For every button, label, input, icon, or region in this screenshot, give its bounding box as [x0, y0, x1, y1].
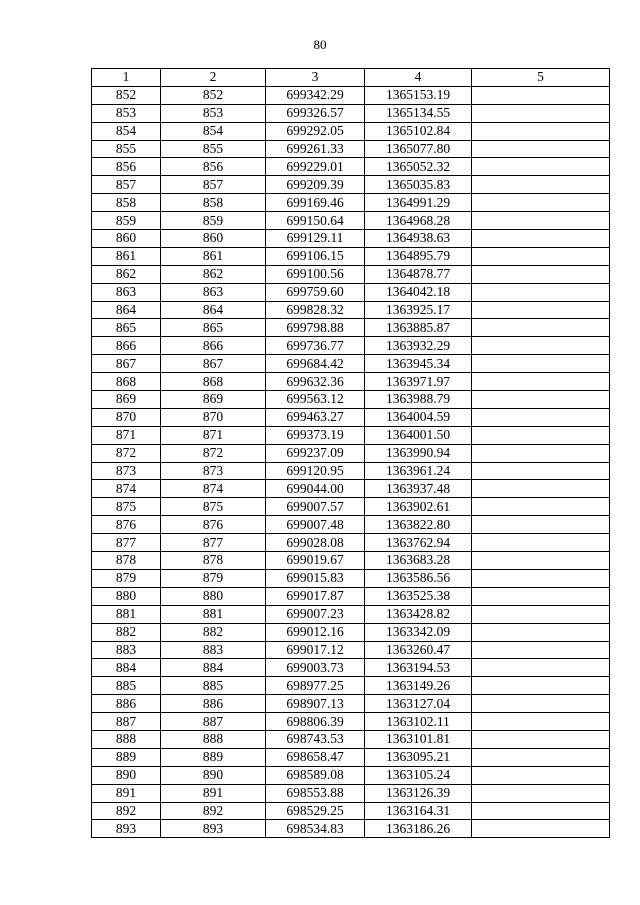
table-row — [92, 104, 610, 122]
table-row — [92, 677, 610, 695]
column-header-2: 2 — [161, 69, 266, 87]
y-coordinate-cell: 1363822.80 — [365, 516, 472, 534]
point-number-cell: 878 — [92, 552, 161, 570]
column-header-3: 3 — [266, 69, 365, 87]
y-coordinate-cell: 1364878.77 — [365, 265, 472, 283]
point-id-cell: 889 — [161, 748, 266, 766]
y-coordinate-cell: 1363988.79 — [365, 391, 472, 409]
note-cell — [472, 677, 610, 695]
x-coordinate-cell: 699828.32 — [266, 301, 365, 319]
table-row — [92, 552, 610, 570]
x-coordinate-cell: 699019.67 — [266, 552, 365, 570]
point-number-cell: 888 — [92, 730, 161, 748]
point-number-cell: 876 — [92, 516, 161, 534]
x-coordinate-cell: 699759.60 — [266, 283, 365, 301]
point-number-cell: 873 — [92, 462, 161, 480]
point-number-cell: 885 — [92, 677, 161, 695]
point-id-cell: 864 — [161, 301, 266, 319]
y-coordinate-cell: 1363762.94 — [365, 534, 472, 552]
y-coordinate-cell: 1363194.53 — [365, 659, 472, 677]
point-number-cell: 891 — [92, 784, 161, 802]
table-row — [92, 212, 610, 230]
y-coordinate-cell: 1363126.39 — [365, 784, 472, 802]
y-coordinate-cell: 1365153.19 — [365, 86, 472, 104]
table-row — [92, 301, 610, 319]
point-id-cell: 893 — [161, 820, 266, 838]
table-row — [92, 659, 610, 677]
point-number-cell: 869 — [92, 391, 161, 409]
point-id-cell: 876 — [161, 516, 266, 534]
point-number-cell: 884 — [92, 659, 161, 677]
table-body — [92, 86, 610, 837]
note-cell — [472, 534, 610, 552]
table-row — [92, 569, 610, 587]
y-coordinate-cell: 1364938.63 — [365, 230, 472, 248]
table-row — [92, 713, 610, 731]
table-row — [92, 265, 610, 283]
x-coordinate-cell: 699120.95 — [266, 462, 365, 480]
point-id-cell: 861 — [161, 247, 266, 265]
note-cell — [472, 605, 610, 623]
note-cell — [472, 140, 610, 158]
table-row — [92, 230, 610, 248]
y-coordinate-cell: 1363683.28 — [365, 552, 472, 570]
x-coordinate-cell: 699632.36 — [266, 373, 365, 391]
table-row — [92, 391, 610, 409]
table-row — [92, 730, 610, 748]
point-number-cell: 855 — [92, 140, 161, 158]
x-coordinate-cell: 699209.39 — [266, 176, 365, 194]
x-coordinate-cell: 699129.11 — [266, 230, 365, 248]
note-cell — [472, 86, 610, 104]
table-row — [92, 283, 610, 301]
x-coordinate-cell: 699012.16 — [266, 623, 365, 641]
note-cell — [472, 176, 610, 194]
point-number-cell: 857 — [92, 176, 161, 194]
y-coordinate-cell: 1363971.97 — [365, 373, 472, 391]
note-cell — [472, 730, 610, 748]
y-coordinate-cell: 1363925.17 — [365, 301, 472, 319]
note-cell — [472, 265, 610, 283]
column-header-4: 4 — [365, 69, 472, 87]
table-row — [92, 158, 610, 176]
y-coordinate-cell: 1364042.18 — [365, 283, 472, 301]
point-number-cell: 861 — [92, 247, 161, 265]
point-id-cell: 885 — [161, 677, 266, 695]
x-coordinate-cell: 699017.12 — [266, 641, 365, 659]
point-number-cell: 863 — [92, 283, 161, 301]
point-number-cell: 887 — [92, 713, 161, 731]
x-coordinate-cell: 698658.47 — [266, 748, 365, 766]
point-id-cell: 869 — [161, 391, 266, 409]
point-number-cell: 867 — [92, 355, 161, 373]
note-cell — [472, 784, 610, 802]
note-cell — [472, 373, 610, 391]
column-header-5: 5 — [472, 69, 610, 87]
point-id-cell: 877 — [161, 534, 266, 552]
x-coordinate-cell: 698534.83 — [266, 820, 365, 838]
table-row — [92, 766, 610, 784]
note-cell — [472, 337, 610, 355]
table-row — [92, 498, 610, 516]
x-coordinate-cell: 699463.27 — [266, 408, 365, 426]
point-id-cell: 855 — [161, 140, 266, 158]
header-row — [92, 69, 610, 87]
y-coordinate-cell: 1363101.81 — [365, 730, 472, 748]
x-coordinate-cell: 699003.73 — [266, 659, 365, 677]
x-coordinate-cell: 699237.09 — [266, 444, 365, 462]
column-header-1: 1 — [92, 69, 161, 87]
table-row — [92, 373, 610, 391]
x-coordinate-cell: 699169.46 — [266, 194, 365, 212]
table-row — [92, 122, 610, 140]
x-coordinate-cell: 699017.87 — [266, 587, 365, 605]
x-coordinate-cell: 699100.56 — [266, 265, 365, 283]
point-id-cell: 890 — [161, 766, 266, 784]
note-cell — [472, 623, 610, 641]
point-number-cell: 865 — [92, 319, 161, 337]
y-coordinate-cell: 1363186.26 — [365, 820, 472, 838]
point-number-cell: 856 — [92, 158, 161, 176]
x-coordinate-cell: 699798.88 — [266, 319, 365, 337]
point-id-cell: 887 — [161, 713, 266, 731]
note-cell — [472, 713, 610, 731]
x-coordinate-cell: 699015.83 — [266, 569, 365, 587]
note-cell — [472, 104, 610, 122]
x-coordinate-cell: 699563.12 — [266, 391, 365, 409]
point-number-cell: 875 — [92, 498, 161, 516]
point-number-cell: 882 — [92, 623, 161, 641]
point-id-cell: 857 — [161, 176, 266, 194]
point-number-cell: 852 — [92, 86, 161, 104]
point-number-cell: 871 — [92, 426, 161, 444]
note-cell — [472, 247, 610, 265]
table-row — [92, 337, 610, 355]
y-coordinate-cell: 1363990.94 — [365, 444, 472, 462]
note-cell — [472, 319, 610, 337]
table-row — [92, 408, 610, 426]
note-cell — [472, 194, 610, 212]
y-coordinate-cell: 1363149.26 — [365, 677, 472, 695]
point-id-cell: 854 — [161, 122, 266, 140]
x-coordinate-cell: 699373.19 — [266, 426, 365, 444]
table-row — [92, 534, 610, 552]
table-row — [92, 516, 610, 534]
table-row — [92, 480, 610, 498]
note-cell — [472, 122, 610, 140]
x-coordinate-cell: 698553.88 — [266, 784, 365, 802]
x-coordinate-cell: 699007.48 — [266, 516, 365, 534]
point-number-cell: 874 — [92, 480, 161, 498]
table-row — [92, 426, 610, 444]
note-cell — [472, 301, 610, 319]
y-coordinate-cell: 1365077.80 — [365, 140, 472, 158]
point-id-cell: 870 — [161, 408, 266, 426]
point-id-cell: 860 — [161, 230, 266, 248]
note-cell — [472, 498, 610, 516]
x-coordinate-cell: 699736.77 — [266, 337, 365, 355]
point-id-cell: 892 — [161, 802, 266, 820]
y-coordinate-cell: 1363902.61 — [365, 498, 472, 516]
point-id-cell: 891 — [161, 784, 266, 802]
x-coordinate-cell: 698907.13 — [266, 695, 365, 713]
x-coordinate-cell: 699342.29 — [266, 86, 365, 104]
x-coordinate-cell: 699007.57 — [266, 498, 365, 516]
point-number-cell: 877 — [92, 534, 161, 552]
point-id-cell: 865 — [161, 319, 266, 337]
point-id-cell: 882 — [161, 623, 266, 641]
y-coordinate-cell: 1365134.55 — [365, 104, 472, 122]
y-coordinate-cell: 1363586.56 — [365, 569, 472, 587]
table-row — [92, 462, 610, 480]
point-number-cell: 854 — [92, 122, 161, 140]
note-cell — [472, 444, 610, 462]
table-row — [92, 802, 610, 820]
note-cell — [472, 659, 610, 677]
y-coordinate-cell: 1364004.59 — [365, 408, 472, 426]
point-number-cell: 860 — [92, 230, 161, 248]
table-header — [92, 69, 610, 87]
note-cell — [472, 641, 610, 659]
y-coordinate-cell: 1365102.84 — [365, 122, 472, 140]
point-number-cell: 868 — [92, 373, 161, 391]
x-coordinate-cell: 699684.42 — [266, 355, 365, 373]
table-row — [92, 587, 610, 605]
y-coordinate-cell: 1365052.32 — [365, 158, 472, 176]
point-id-cell: 853 — [161, 104, 266, 122]
table-row — [92, 140, 610, 158]
note-cell — [472, 462, 610, 480]
x-coordinate-cell: 699261.33 — [266, 140, 365, 158]
point-number-cell: 872 — [92, 444, 161, 462]
y-coordinate-cell: 1363164.31 — [365, 802, 472, 820]
point-number-cell: 892 — [92, 802, 161, 820]
table-row — [92, 319, 610, 337]
table-row — [92, 86, 610, 104]
point-id-cell: 866 — [161, 337, 266, 355]
point-number-cell: 879 — [92, 569, 161, 587]
y-coordinate-cell: 1364968.28 — [365, 212, 472, 230]
note-cell — [472, 426, 610, 444]
point-id-cell: 859 — [161, 212, 266, 230]
point-number-cell: 893 — [92, 820, 161, 838]
y-coordinate-cell: 1364001.50 — [365, 426, 472, 444]
point-number-cell: 866 — [92, 337, 161, 355]
point-id-cell: 881 — [161, 605, 266, 623]
table-row — [92, 605, 610, 623]
table-row — [92, 194, 610, 212]
note-cell — [472, 158, 610, 176]
table-row — [92, 623, 610, 641]
y-coordinate-cell: 1363095.21 — [365, 748, 472, 766]
x-coordinate-cell: 699007.23 — [266, 605, 365, 623]
y-coordinate-cell: 1363932.29 — [365, 337, 472, 355]
table-row — [92, 355, 610, 373]
point-id-cell: 884 — [161, 659, 266, 677]
x-coordinate-cell: 699028.08 — [266, 534, 365, 552]
note-cell — [472, 802, 610, 820]
note-cell — [472, 552, 610, 570]
point-id-cell: 856 — [161, 158, 266, 176]
note-cell — [472, 230, 610, 248]
y-coordinate-cell: 1363260.47 — [365, 641, 472, 659]
point-id-cell: 880 — [161, 587, 266, 605]
point-id-cell: 886 — [161, 695, 266, 713]
point-number-cell: 890 — [92, 766, 161, 784]
coordinates-table — [91, 68, 610, 838]
point-id-cell: 867 — [161, 355, 266, 373]
point-id-cell: 878 — [161, 552, 266, 570]
point-number-cell: 858 — [92, 194, 161, 212]
y-coordinate-cell: 1364895.79 — [365, 247, 472, 265]
x-coordinate-cell: 699326.57 — [266, 104, 365, 122]
table-row — [92, 176, 610, 194]
point-id-cell: 868 — [161, 373, 266, 391]
x-coordinate-cell: 698743.53 — [266, 730, 365, 748]
point-number-cell: 859 — [92, 212, 161, 230]
point-id-cell: 874 — [161, 480, 266, 498]
x-coordinate-cell: 698977.25 — [266, 677, 365, 695]
table-row — [92, 784, 610, 802]
note-cell — [472, 283, 610, 301]
point-id-cell: 871 — [161, 426, 266, 444]
y-coordinate-cell: 1363342.09 — [365, 623, 472, 641]
note-cell — [472, 748, 610, 766]
note-cell — [472, 355, 610, 373]
y-coordinate-cell: 1363102.11 — [365, 713, 472, 731]
note-cell — [472, 516, 610, 534]
note-cell — [472, 480, 610, 498]
point-id-cell: 863 — [161, 283, 266, 301]
x-coordinate-cell: 699229.01 — [266, 158, 365, 176]
note-cell — [472, 569, 610, 587]
point-number-cell: 862 — [92, 265, 161, 283]
point-id-cell: 873 — [161, 462, 266, 480]
point-id-cell: 858 — [161, 194, 266, 212]
point-number-cell: 889 — [92, 748, 161, 766]
note-cell — [472, 212, 610, 230]
point-id-cell: 888 — [161, 730, 266, 748]
y-coordinate-cell: 1363127.04 — [365, 695, 472, 713]
table-row — [92, 695, 610, 713]
y-coordinate-cell: 1363937.48 — [365, 480, 472, 498]
point-id-cell: 872 — [161, 444, 266, 462]
point-number-cell: 881 — [92, 605, 161, 623]
y-coordinate-cell: 1363105.24 — [365, 766, 472, 784]
table-row — [92, 820, 610, 838]
point-id-cell: 879 — [161, 569, 266, 587]
point-number-cell: 880 — [92, 587, 161, 605]
y-coordinate-cell: 1363428.82 — [365, 605, 472, 623]
y-coordinate-cell: 1365035.83 — [365, 176, 472, 194]
table-row — [92, 641, 610, 659]
point-id-cell: 862 — [161, 265, 266, 283]
point-number-cell: 886 — [92, 695, 161, 713]
note-cell — [472, 820, 610, 838]
table-row — [92, 247, 610, 265]
point-id-cell: 852 — [161, 86, 266, 104]
y-coordinate-cell: 1363885.87 — [365, 319, 472, 337]
y-coordinate-cell: 1363525.38 — [365, 587, 472, 605]
note-cell — [472, 695, 610, 713]
x-coordinate-cell: 698589.08 — [266, 766, 365, 784]
table-row — [92, 748, 610, 766]
x-coordinate-cell: 699150.64 — [266, 212, 365, 230]
x-coordinate-cell: 699106.15 — [266, 247, 365, 265]
note-cell — [472, 766, 610, 784]
y-coordinate-cell: 1363945.34 — [365, 355, 472, 373]
note-cell — [472, 587, 610, 605]
y-coordinate-cell: 1363961.24 — [365, 462, 472, 480]
page-number: 80 — [313, 37, 327, 52]
y-coordinate-cell: 1364991.29 — [365, 194, 472, 212]
x-coordinate-cell: 699044.00 — [266, 480, 365, 498]
point-id-cell: 875 — [161, 498, 266, 516]
point-number-cell: 853 — [92, 104, 161, 122]
note-cell — [472, 408, 610, 426]
point-number-cell: 864 — [92, 301, 161, 319]
x-coordinate-cell: 698806.39 — [266, 713, 365, 731]
x-coordinate-cell: 699292.05 — [266, 122, 365, 140]
point-number-cell: 883 — [92, 641, 161, 659]
point-number-cell: 870 — [92, 408, 161, 426]
table-row — [92, 444, 610, 462]
x-coordinate-cell: 698529.25 — [266, 802, 365, 820]
note-cell — [472, 391, 610, 409]
point-id-cell: 883 — [161, 641, 266, 659]
